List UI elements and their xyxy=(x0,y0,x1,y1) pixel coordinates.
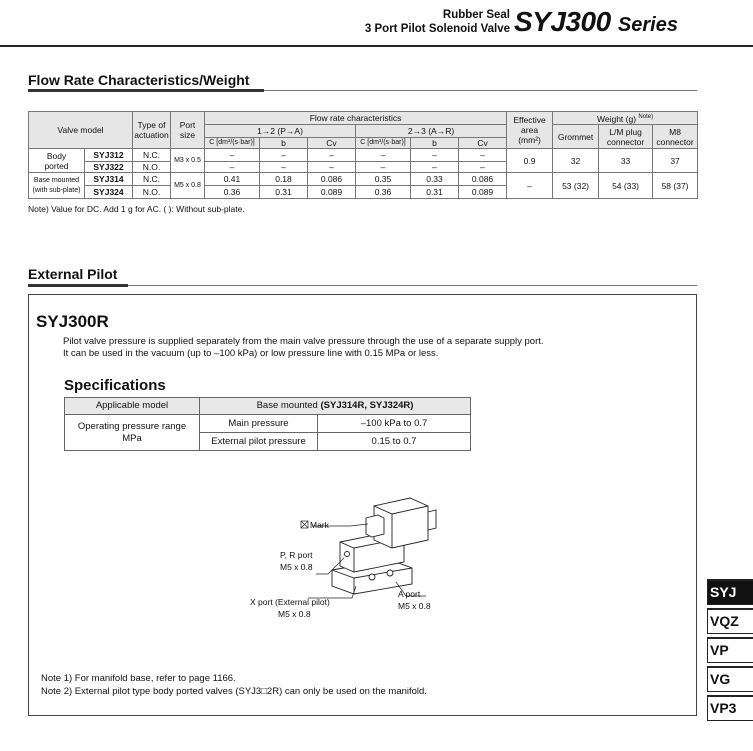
th-applicable-model: Applicable model xyxy=(65,398,200,415)
label-x-size: M5 x 0.8 xyxy=(278,609,311,619)
lm-plug-cell: 33 xyxy=(599,149,653,173)
flow-section-rule-bold xyxy=(28,89,264,92)
b1-cell: – xyxy=(260,162,308,173)
pilot-section-title: External Pilot xyxy=(28,266,118,282)
valve-drawing xyxy=(332,498,436,594)
th-base-mounted: Base mounted (SYJ314R, SYJ324R) xyxy=(200,398,471,415)
c1-cell: – xyxy=(205,162,260,173)
main-pressure-label: Main pressure xyxy=(200,415,318,433)
th-type-actuation: Type of actuation xyxy=(133,112,171,149)
note-2: Note 2) External pilot type body ported valves (SYJ3□2R) can only be used on the manifold. xyxy=(41,686,427,697)
group-base-mounted: Base mounted (with sub-plate) xyxy=(29,173,85,199)
m8-cell: 37 xyxy=(653,149,698,173)
m8-cell: 58 (37) xyxy=(653,173,698,199)
specifications-table xyxy=(64,397,471,451)
external-pilot-label: External pilot pressure xyxy=(200,433,318,451)
header-model: SYJ300 xyxy=(514,6,611,37)
header-title xyxy=(514,5,678,42)
table-row xyxy=(29,173,698,186)
th-dir-2-3: 2→3 (A→R) xyxy=(356,125,507,138)
th-grommet: Grommet xyxy=(553,125,599,149)
b1-cell: 0.18 xyxy=(260,173,308,186)
b2-cell: 0.31 xyxy=(411,186,459,199)
c1-cell: – xyxy=(205,149,260,162)
actuation-cell: N.C. xyxy=(133,173,171,186)
th-lm-plug: L/M plug connector xyxy=(599,125,653,149)
cv1-cell: 0.089 xyxy=(308,186,356,199)
effective-area-cell: 0.9 xyxy=(507,149,553,173)
b2-cell: – xyxy=(411,162,459,173)
b1-cell: 0.31 xyxy=(260,186,308,199)
effective-area-cell: – xyxy=(507,173,553,199)
side-tab-syj[interactable]: SYJ xyxy=(707,579,753,605)
th-b-1: b xyxy=(260,138,308,149)
model-cell: SYJ314 xyxy=(85,173,133,186)
label-pr-size: M5 x 0.8 xyxy=(280,562,313,572)
th-flow-rate: Flow rate characteristics xyxy=(205,112,507,125)
lm-plug-cell: 54 (33) xyxy=(599,173,653,199)
main-pressure-value: –100 kPa to 0.7 xyxy=(318,415,471,433)
label-mark: Mark xyxy=(310,520,329,530)
model-cell: SYJ324 xyxy=(85,186,133,199)
actuation-cell: N.O. xyxy=(133,162,171,173)
b2-cell: – xyxy=(411,149,459,162)
grommet-cell: 32 xyxy=(553,149,599,173)
pilot-section-rule-bold xyxy=(28,284,128,287)
cv1-cell: – xyxy=(308,149,356,162)
operating-pressure-label: Operating pressure range MPa xyxy=(65,415,200,451)
side-tab-vp3[interactable]: VP3 xyxy=(707,695,753,721)
valve-diagram xyxy=(240,478,480,628)
table-row xyxy=(29,149,698,162)
b2-cell: 0.33 xyxy=(411,173,459,186)
cv2-cell: – xyxy=(459,162,507,173)
external-pilot-value: 0.15 to 0.7 xyxy=(318,433,471,451)
th-b-2: b xyxy=(411,138,459,149)
grommet-cell: 53 (32) xyxy=(553,173,599,199)
c2-cell: – xyxy=(356,162,411,173)
note-1: Note 1) For manifold base, refer to page 1166. xyxy=(41,673,236,684)
cv1-cell: – xyxy=(308,162,356,173)
header-subtitle-valve-type: 3 Port Pilot Solenoid Valve xyxy=(364,23,510,35)
side-tab-vp[interactable]: VP xyxy=(707,637,753,663)
th-effective-area: Effective area (mm²) xyxy=(507,112,553,149)
header-rule xyxy=(0,45,753,47)
label-pr-port: P, R port xyxy=(280,550,313,560)
cv2-cell: 0.086 xyxy=(459,173,507,186)
th-c-2: C [dm³/(s·bar)] xyxy=(356,138,411,149)
cv2-cell: – xyxy=(459,149,507,162)
pilot-section-rule-thin xyxy=(128,285,697,286)
cv2-cell: 0.089 xyxy=(459,186,507,199)
pilot-box-title: SYJ300R xyxy=(36,312,109,331)
c1-cell: 0.36 xyxy=(205,186,260,199)
header-series: Series xyxy=(617,14,678,36)
actuation-cell: N.C. xyxy=(133,149,171,162)
th-cv-1: Cv xyxy=(308,138,356,149)
cv1-cell: 0.086 xyxy=(308,173,356,186)
pilot-description-line-1: Pilot valve pressure is supplied separately from the main valve pressure through the use of a separate supply port. xyxy=(63,336,544,347)
c2-cell: 0.36 xyxy=(356,186,411,199)
c1-cell: 0.41 xyxy=(205,173,260,186)
th-valve-model: Valve model xyxy=(29,112,133,149)
model-cell: SYJ312 xyxy=(85,149,133,162)
flow-section-rule-thin xyxy=(264,90,697,91)
b1-cell: – xyxy=(260,149,308,162)
specifications-title: Specifications xyxy=(64,377,166,394)
side-tab-vqz[interactable]: VQZ xyxy=(707,608,753,634)
label-a-port: A port xyxy=(398,589,421,599)
flow-section-title: Flow Rate Characteristics/Weight xyxy=(28,72,250,88)
th-cv-2: Cv xyxy=(459,138,507,149)
side-tabs xyxy=(707,579,753,724)
label-x-port: X port (External pilot) xyxy=(250,597,330,607)
actuation-cell: N.O. xyxy=(133,186,171,199)
th-weight: Weight (g) $^{Note)}$ xyxy=(553,112,698,125)
model-cell: SYJ322 xyxy=(85,162,133,173)
flow-table-note: Note) Value for DC. Add 1 g for AC. ( ): Without sub-plate. xyxy=(28,204,245,214)
port-size-cell: M5 x 0.8 xyxy=(171,173,205,199)
th-c-1: C [dm³/(s·bar)] xyxy=(205,138,260,149)
side-tab-vg[interactable]: VG xyxy=(707,666,753,692)
header-subtitle-rubber-seal: Rubber Seal xyxy=(442,9,510,21)
c2-cell: – xyxy=(356,149,411,162)
group-body-ported: Body ported xyxy=(29,149,85,173)
th-port-size: Port size xyxy=(171,112,205,149)
port-size-cell: M3 x 0.5 xyxy=(171,149,205,173)
th-dir-1-2: 1→2 (P→A) xyxy=(205,125,356,138)
flow-rate-table xyxy=(28,111,698,199)
label-a-size: M5 x 0.8 xyxy=(398,601,431,611)
table-row xyxy=(65,415,471,433)
c2-cell: 0.35 xyxy=(356,173,411,186)
th-m8: M8 connector xyxy=(653,125,698,149)
pilot-description-line-2: It can be used in the vacuum (up to –100 kPa) or low pressure line with 0.15 MPa or less. xyxy=(63,348,439,359)
